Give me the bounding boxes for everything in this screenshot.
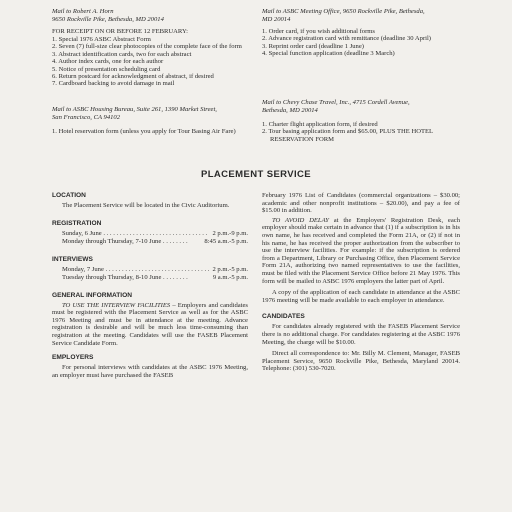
list-item: 3. Abstract identification cards, two for each abstract (52, 50, 192, 58)
interviews-heading: INTERVIEWS (52, 255, 93, 263)
mail-asbc-meeting-office (262, 8, 460, 88)
mail-address-line: MD 20014 (262, 16, 291, 23)
general-information-heading: GENERAL INFORMATION (52, 291, 132, 299)
schedule-time: 9 a.m.-5 p.m. (212, 273, 248, 281)
list-item: 1. Charter flight application form, if desired (262, 120, 378, 128)
schedule-time: 8:45 a.m.-5 p.m. (204, 237, 248, 245)
schedule-time: 2 p.m.-5 p.m. (212, 265, 248, 273)
registration-row: Monday through Thursday, 7-10 June . . . . . . . . 8:45 a.m.-5 p.m. (62, 237, 248, 245)
travel-items-list (262, 121, 460, 143)
application-copy-text: A copy of the application of each candidate in attendance at the ASBC 1976 meeting will be made available to each employer in attendance. (262, 289, 460, 304)
mail-housing-bureau (52, 99, 248, 143)
fees-text: February 1976 List of Candidates (commercial organizations – $30.00; academic and other nonprofit institutions – $20.00), and pay a fee of $15.00 in addition. (262, 192, 460, 215)
housing-items-list (52, 128, 248, 135)
mail-to-line: Mail to ASBC Housing Bureau, Suite 261, 1390 Market Street, (52, 105, 217, 113)
registration-heading: REGISTRATION (52, 219, 102, 227)
placement-left-column (52, 192, 248, 379)
list-item: 1. Special 1976 ASBC Abstract Form (52, 36, 151, 43)
mail-address-line: Bethesda, MD 20014 (262, 106, 318, 114)
employers-heading: EMPLOYERS (52, 354, 94, 362)
avoid-delay-text (262, 217, 460, 285)
interview-row: Monday, 7 June . . . . . . . . . . . . . . . . . . . . . . . . . . . . . . . . 2 p.m.-5 p.m. (62, 265, 248, 273)
mail-address-line: San Francisco, CA 94102 (52, 113, 121, 121)
location-text: The Placement Service will be located in the Civic Auditorium. (62, 202, 230, 210)
registration-row: Sunday, 6 June . . . . . . . . . . . . . . . . . . . . . . . . . . . . . . . . 2 p.m.-9 p.m. (62, 229, 248, 237)
schedule-day: Tuesday through Thursday, 8-10 June (62, 273, 162, 281)
list-item: 1. Order card, if you wish additional forms (262, 28, 375, 35)
general-body: – Employers and candidates must be registered with the Placement Service as well as for the ASBC 1976 Meeting and must be in attendance at the meeting. Advance registration is desirable and will be much less time-consuming than registration at the meeting. Candidates will use the FASEB Placement Service Candidate Form. (52, 301, 248, 347)
mail-to-line: Mail to Robert A. Horn (52, 8, 114, 15)
list-item: 4. Author index cards, one for each author (52, 58, 164, 66)
placement-service-title: PLACEMENT SERVICE (200, 169, 312, 181)
mail-robert-horn (52, 8, 248, 88)
location-heading: LOCATION (52, 192, 86, 200)
employers-text: For personal interviews with candidates at the ASBC 1976 Meeting, an employer must have purchased the FASEB (52, 364, 248, 379)
list-item: 2. Tour basing application form and $65.00, PLUS THE HOTEL RESERVATION FORM (262, 128, 433, 143)
mail-address-line: 9650 Rockville Pike, Bethesda, MD 20014 (52, 16, 164, 23)
placement-body (52, 192, 460, 379)
schedule-day: Sunday, 6 June (62, 229, 102, 237)
mail-chevy-chase-travel (262, 99, 460, 143)
list-item: 2. Seven (7) full-size clear photocopies of the complete face of the form (52, 43, 242, 51)
abstract-items-list (52, 36, 248, 88)
general-lead: TO USE THE INTERVIEW FACILITIES (62, 301, 171, 309)
mailing-block-middle (52, 99, 460, 143)
candidates-text: For candidates already registered with the FASEB Placement Service there is no additional charge. For candidates registering at the ASBC 1976 Meeting, the charge will be $10.00. (262, 323, 460, 346)
schedule-day: Monday through Thursday, 7-10 June (62, 237, 162, 245)
avoid-delay-body: at the Employers' Registration Desk, each employer should make certain in advance that (1) if a subscription is in his own name, he has received and completed the Form 21A, or (2) if not in his name, he has received the proper authorization from the subscriber to use the interview facilities. For example: if the subscription is ordered from a Department, Library or Purchasing Office, then Placement Service Form 21A, authorizing two named representatives to use the facilities, must be filed with the Placement Service Office before 21 May 1976. This form will be mailed to ASBC 1976 employers the latter part of April. (262, 216, 460, 285)
list-item: 4. Special function application (deadline 3 March) (262, 50, 395, 58)
schedule-time: 2 p.m.-9 p.m. (212, 229, 248, 237)
list-item: 5. Notice of presentation scheduling card (52, 65, 161, 73)
general-information-text (52, 302, 248, 348)
mail-to-line: Mail to Chevy Chase Travel, Inc., 4715 Cordell Avenue, (262, 98, 410, 106)
list-item: 2. Advance registration card with remittance (deadline 30 April) (262, 35, 431, 43)
candidates-heading: CANDIDATES (262, 313, 305, 321)
receipt-deadline-heading: FOR RECEIPT ON OR BEFORE 12 FEBRUARY: (52, 28, 188, 35)
correspondence-text: Direct all correspondence to: Mr. Billy M. Clement, Manager, FASEB Placement Service, 9650 Rockville Pike, Bethesda, Maryland 20014. Telephone: (301) 530-7020. (262, 350, 460, 373)
list-item: 3. Reprint order card (deadline 1 June) (262, 42, 364, 50)
mail-to-line: Mail to ASBC Meeting Office, 9650 Rockville Pike, Bethesda, (262, 8, 425, 15)
avoid-delay-lead: TO AVOID DELAY (272, 216, 329, 224)
schedule-day: Monday, 7 June (62, 265, 104, 273)
list-item: 6. Return postcard for acknowledgment of abstract, if desired (52, 73, 214, 81)
list-item: 7. Cardboard backing to avoid damage in mail (52, 80, 175, 88)
placement-right-column (262, 192, 460, 379)
meeting-items-list (262, 28, 460, 58)
list-item: 1. Hotel reservation form (unless you apply for Tour Basing Air Fare) (52, 127, 236, 135)
mailing-block-top (52, 8, 460, 88)
interview-row: Tuesday through Thursday, 8-10 June . . . . . . . . 9 a.m.-5 p.m. (62, 273, 248, 281)
